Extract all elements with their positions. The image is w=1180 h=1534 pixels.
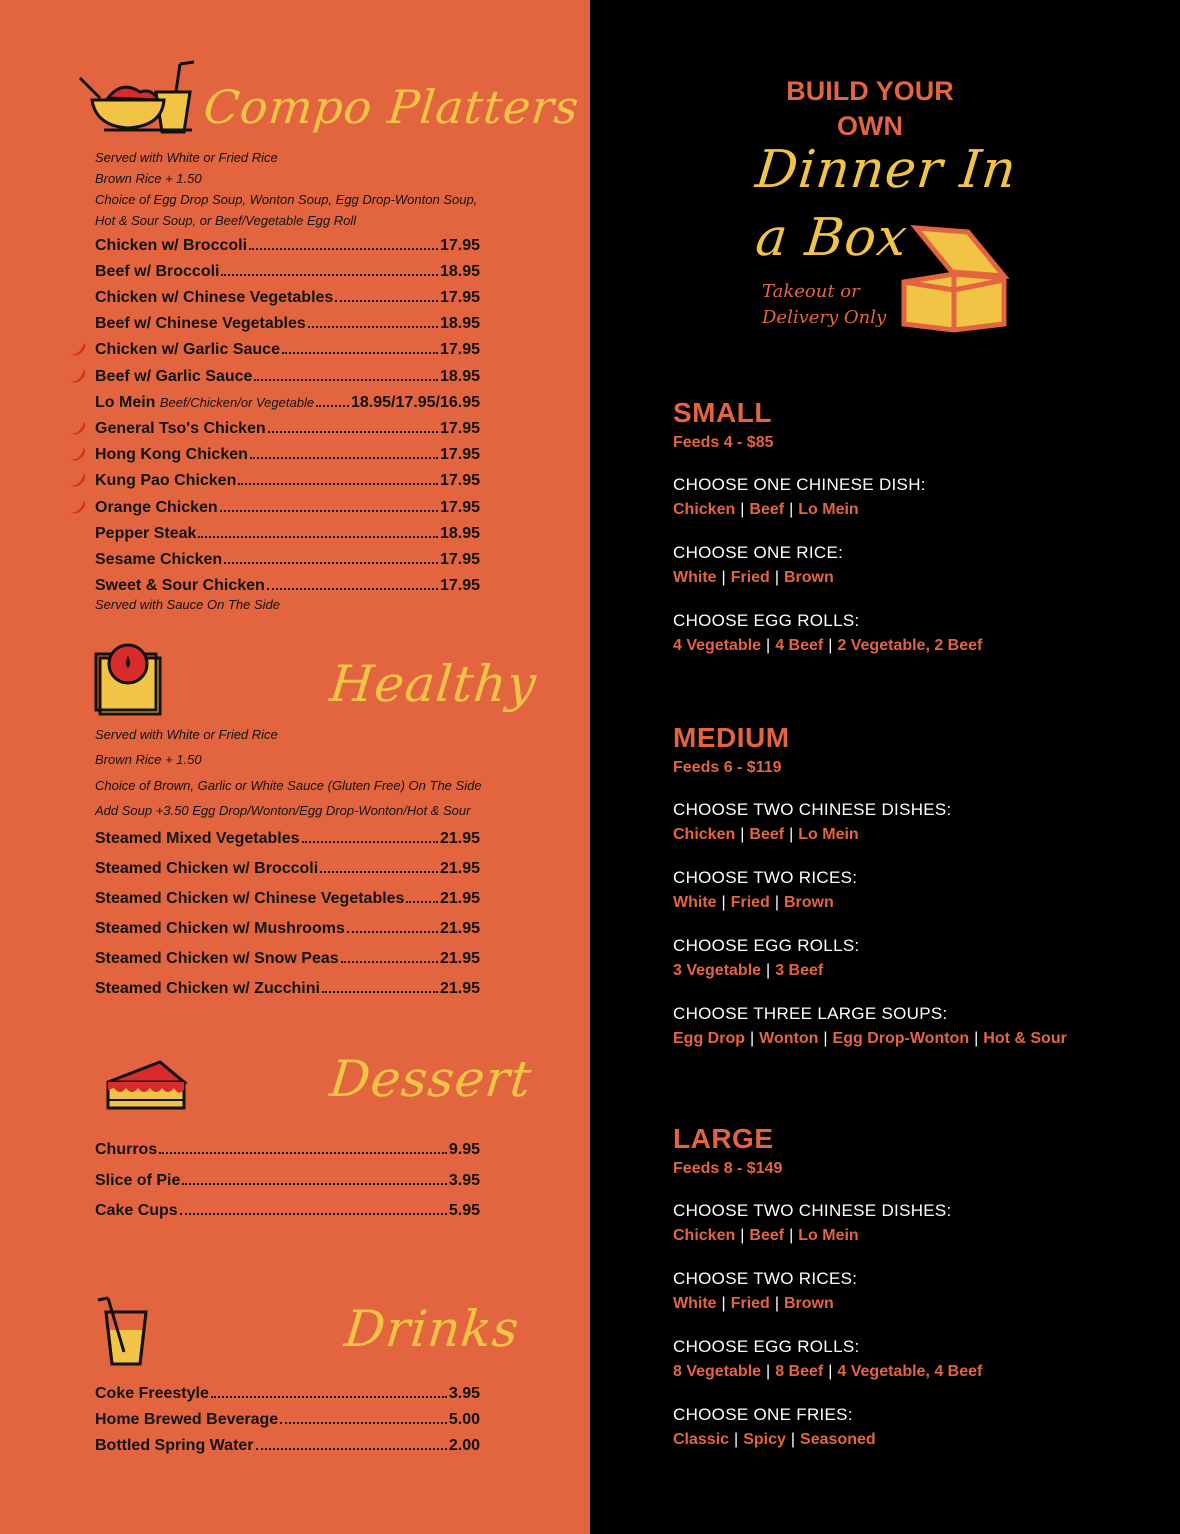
healthy-note-4: Add Soup +3.50 Egg Drop/Wonton/Egg Drop-Wonton/Hot & Sour — [95, 803, 471, 818]
dot-leader — [180, 1213, 447, 1215]
large-dish-label: CHOOSE TWO CHINESE DISHES: — [673, 1201, 952, 1220]
combo-note-4: Hot & Sour Soup, or Beef/Vegetable Egg Roll — [95, 213, 357, 228]
option: 4 Vegetable, 4 Beef — [837, 1363, 983, 1380]
combo-note-2: Brown Rice + 1.50 — [95, 171, 202, 186]
large-fries-options — [673, 1431, 876, 1449]
option: Lo Mein — [798, 826, 859, 843]
separator: | — [750, 1030, 755, 1047]
menu-item — [95, 1411, 480, 1429]
item-name: General Tso's Chicken — [95, 420, 266, 437]
medium-rice-options — [673, 894, 834, 912]
item-name: Chicken w/ Garlic Sauce — [95, 341, 280, 358]
option: Brown — [783, 1295, 834, 1312]
combo-platters-title: Compo Platters — [201, 80, 582, 134]
separator: | — [823, 1030, 828, 1047]
item-name: Steamed Chicken w/ Mushrooms — [95, 920, 345, 937]
item-name: Hong Kong Chicken — [95, 446, 248, 463]
medium-dish-options — [673, 826, 859, 844]
option: Lo Mein — [798, 501, 859, 518]
takeout-line-1: Takeout or — [762, 281, 860, 302]
item-price: 2.00 — [448, 1437, 480, 1454]
combo-note-3: Choice of Egg Drop Soup, Wonton Soup, Egg Drop-Wonton Soup, — [95, 192, 478, 207]
item-price: 17.95 — [439, 499, 480, 516]
dot-leader — [249, 248, 438, 250]
item-price: 17.95 — [439, 420, 480, 437]
large-rice-label: CHOOSE TWO RICES: — [673, 1269, 858, 1288]
cake-slice-icon — [100, 1058, 190, 1114]
small-eggroll-label: CHOOSE EGG ROLLS: — [673, 611, 860, 630]
menu-item — [95, 890, 480, 908]
own-heading: OWN — [837, 111, 903, 141]
item-price: 21.95 — [439, 860, 480, 877]
menu-item — [95, 860, 480, 878]
separator: | — [721, 569, 726, 586]
drink-glass-icon — [94, 1292, 154, 1368]
combo-note-1: Served with White or Fried Rice — [95, 150, 278, 165]
option: 8 Vegetable — [673, 1363, 762, 1380]
menu-item — [95, 420, 480, 438]
dot-leader — [302, 841, 438, 843]
option: Brown — [783, 894, 834, 911]
option: Chicken — [673, 501, 736, 518]
option: 2 Vegetable, 2 Beef — [837, 637, 983, 654]
dot-leader — [320, 871, 438, 873]
item-name: Bottled Spring Water — [95, 1437, 254, 1454]
dot-leader — [308, 326, 438, 328]
menu-item — [95, 980, 480, 998]
item-name: Steamed Chicken w/ Broccoli — [95, 860, 319, 877]
dot-leader — [238, 483, 438, 485]
a-box-title: a Box — [752, 208, 911, 268]
medium-soup-label: CHOOSE THREE LARGE SOUPS: — [673, 1004, 948, 1023]
option: Beef — [749, 826, 785, 843]
dot-leader — [267, 588, 438, 590]
item-price: 18.95 — [439, 368, 480, 385]
menu-item — [95, 577, 480, 595]
item-price: 17.95 — [439, 341, 480, 358]
option: Fried — [730, 569, 770, 586]
option: Chicken — [673, 1227, 736, 1244]
separator: | — [740, 1227, 745, 1244]
menu-item — [95, 446, 480, 464]
item-name: Lo Mein — [95, 394, 156, 411]
dot-leader — [220, 510, 438, 512]
item-name: Beef w/ Garlic Sauce — [95, 368, 253, 385]
separator: | — [828, 1363, 833, 1380]
chili-pepper-icon — [69, 500, 87, 516]
rice-bowl-drink-icon — [78, 58, 202, 136]
large-eggroll-label: CHOOSE EGG ROLLS: — [673, 1337, 860, 1356]
separator: | — [734, 1431, 739, 1448]
dinner-in-title: Dinner In — [752, 140, 1020, 200]
item-name: Churros — [95, 1141, 158, 1158]
small-rice-options — [673, 569, 834, 587]
option: Hot & Sour — [983, 1030, 1067, 1047]
healthy-note-1: Served with White or Fried Rice — [95, 727, 278, 742]
item-subtitle: Beef/Chicken/or Vegetable — [159, 395, 315, 410]
small-feeds: Feeds 4 - $85 — [673, 434, 774, 451]
separator: | — [789, 826, 794, 843]
menu-item — [95, 237, 480, 255]
dot-leader — [322, 991, 438, 993]
menu-item — [95, 1437, 480, 1455]
menu-item — [95, 920, 480, 938]
item-name: Steamed Chicken w/ Chinese Vegetables — [95, 890, 405, 907]
small-eggroll-options — [673, 637, 982, 655]
option: Fried — [730, 1295, 770, 1312]
healthy-title: Healthy — [326, 655, 540, 713]
healthy-note-3: Choice of Brown, Garlic or White Sauce (Gluten Free) On The Side — [95, 778, 482, 793]
menu-item — [95, 394, 480, 412]
option: Beef — [749, 501, 785, 518]
menu-item — [95, 263, 480, 281]
dot-leader — [280, 1422, 447, 1424]
build-your-heading: BUILD YOUR — [786, 76, 954, 106]
item-price: 17.95 — [439, 289, 480, 306]
item-name: Slice of Pie — [95, 1172, 181, 1189]
medium-rice-label: CHOOSE TWO RICES: — [673, 868, 858, 887]
large-rice-options — [673, 1295, 834, 1313]
separator: | — [721, 1295, 726, 1312]
separator: | — [766, 1363, 771, 1380]
item-price: 5.95 — [448, 1202, 480, 1219]
separator: | — [721, 894, 726, 911]
item-price: 17.95 — [439, 237, 480, 254]
option: White — [673, 894, 717, 911]
medium-feeds: Feeds 6 - $119 — [673, 759, 782, 776]
item-price: 9.95 — [448, 1141, 480, 1158]
option: Lo Mein — [798, 1227, 859, 1244]
small-rice-label: CHOOSE ONE RICE: — [673, 543, 844, 562]
item-price: 21.95 — [439, 890, 480, 907]
dessert-title: Dessert — [326, 1050, 535, 1108]
item-name: Coke Freestyle — [95, 1385, 209, 1402]
large-title: LARGE — [673, 1123, 774, 1154]
menu-item — [95, 1141, 480, 1159]
dot-leader — [406, 901, 438, 903]
option: 3 Beef — [775, 962, 824, 979]
item-name: Steamed Chicken w/ Snow Peas — [95, 950, 339, 967]
item-price: 21.95 — [439, 920, 480, 937]
chili-pepper-icon — [69, 342, 87, 358]
item-price: 18.95 — [439, 263, 480, 280]
item-name: Orange Chicken — [95, 499, 218, 516]
option: Egg Drop-Wonton — [832, 1030, 970, 1047]
item-name: Steamed Mixed Vegetables — [95, 830, 300, 847]
dot-leader — [221, 274, 437, 276]
item-price: 21.95 — [439, 950, 480, 967]
menu-item — [95, 289, 480, 307]
separator: | — [789, 501, 794, 518]
menu-item — [95, 1202, 480, 1220]
small-title: SMALL — [673, 397, 772, 428]
medium-soup-options — [673, 1030, 1067, 1048]
item-name: Sesame Chicken — [95, 551, 223, 568]
item-price: 5.00 — [448, 1411, 480, 1428]
option: 4 Vegetable — [673, 637, 762, 654]
separator: | — [774, 894, 779, 911]
menu-item — [95, 368, 480, 386]
dot-leader — [347, 931, 438, 933]
option: White — [673, 1295, 717, 1312]
chili-pepper-icon — [69, 473, 87, 489]
separator: | — [790, 1431, 796, 1448]
item-price: 3.95 — [448, 1385, 480, 1402]
dot-leader — [182, 1183, 446, 1185]
option: Egg Drop — [673, 1030, 745, 1047]
item-price: 21.95 — [439, 830, 480, 847]
separator: | — [766, 637, 771, 654]
item-name: Sweet & Sour Chicken — [95, 577, 265, 594]
separator: | — [774, 1295, 779, 1312]
combo-footnote: Served with Sauce On The Side — [95, 597, 280, 612]
menu-item — [95, 472, 480, 490]
menu-item — [95, 551, 480, 569]
separator: | — [766, 962, 771, 979]
item-name: Chicken w/ Chinese Vegetables — [95, 289, 334, 306]
menu-item — [95, 341, 480, 359]
item-price: 17.95 — [439, 577, 480, 594]
menu-item — [95, 950, 480, 968]
item-name: Beef w/ Chinese Vegetables — [95, 315, 306, 332]
medium-eggroll-label: CHOOSE EGG ROLLS: — [673, 936, 860, 955]
menu-item — [95, 499, 480, 517]
dot-leader — [282, 352, 438, 354]
separator: | — [740, 501, 745, 518]
item-price: 18.95 — [439, 315, 480, 332]
item-name: Kung Pao Chicken — [95, 472, 237, 489]
option: Fried — [730, 894, 770, 911]
item-name: Cake Cups — [95, 1202, 178, 1219]
menu-item — [95, 525, 480, 543]
open-box-icon — [898, 218, 1010, 334]
menu-item — [95, 315, 480, 333]
item-price: 17.95 — [439, 446, 480, 463]
separator: | — [740, 826, 745, 843]
item-name: Home Brewed Beverage — [95, 1411, 279, 1428]
option: White — [673, 569, 717, 586]
medium-title: MEDIUM — [673, 722, 790, 753]
healthy-note-2: Brown Rice + 1.50 — [95, 752, 202, 767]
item-name: Steamed Chicken w/ Zucchini — [95, 980, 320, 997]
dot-leader — [335, 300, 438, 302]
item-price: 21.95 — [439, 980, 480, 997]
option: Seasoned — [800, 1431, 876, 1448]
option: Chicken — [673, 826, 736, 843]
large-eggroll-options — [673, 1363, 982, 1381]
chili-pepper-icon — [69, 421, 87, 437]
medium-eggroll-options — [673, 962, 823, 980]
option: 8 Beef — [775, 1363, 824, 1380]
dot-leader — [268, 431, 438, 433]
dot-leader — [316, 405, 349, 407]
option: 4 Beef — [775, 637, 824, 654]
small-dish-label: CHOOSE ONE CHINESE DISH: — [673, 475, 926, 494]
drinks-title: Drinks — [341, 1300, 523, 1358]
takeout-line-2: Delivery Only — [762, 307, 887, 328]
item-price: 17.95 — [439, 551, 480, 568]
item-price: 18.95/17.95/16.95 — [350, 394, 480, 411]
option: Beef — [749, 1227, 785, 1244]
item-name: Chicken w/ Broccoli — [95, 237, 248, 254]
small-dish-options — [673, 501, 859, 519]
chili-pepper-icon — [69, 369, 87, 385]
dot-leader — [224, 562, 438, 564]
chili-pepper-icon — [69, 447, 87, 463]
dot-leader — [341, 961, 438, 963]
dot-leader — [254, 379, 438, 381]
item-price: 17.95 — [439, 472, 480, 489]
option: Classic — [673, 1431, 730, 1448]
option: Spicy — [743, 1431, 786, 1448]
dot-leader — [211, 1396, 447, 1398]
menu-item — [95, 830, 480, 848]
menu-item — [95, 1385, 480, 1403]
dot-leader — [250, 457, 438, 459]
dot-leader — [198, 536, 438, 538]
large-dish-options — [673, 1227, 859, 1245]
dot-leader — [256, 1448, 447, 1450]
item-name: Beef w/ Broccoli — [95, 263, 220, 280]
item-name: Pepper Steak — [95, 525, 197, 542]
separator: | — [789, 1227, 794, 1244]
option: Wonton — [759, 1030, 819, 1047]
large-feeds: Feeds 8 - $149 — [673, 1160, 783, 1177]
scale-icon — [94, 642, 164, 716]
item-price: 18.95 — [439, 525, 480, 542]
item-price: 3.95 — [448, 1172, 480, 1189]
large-fries-label: CHOOSE ONE FRIES: — [673, 1405, 853, 1424]
menu-item — [95, 1172, 480, 1190]
option: 3 Vegetable — [673, 962, 762, 979]
separator: | — [774, 569, 779, 586]
takeout-note — [762, 279, 886, 331]
separator: | — [974, 1030, 979, 1047]
separator: | — [828, 637, 833, 654]
dot-leader — [159, 1152, 447, 1154]
medium-dish-label: CHOOSE TWO CHINESE DISHES: — [673, 800, 952, 819]
option: Brown — [783, 569, 834, 586]
